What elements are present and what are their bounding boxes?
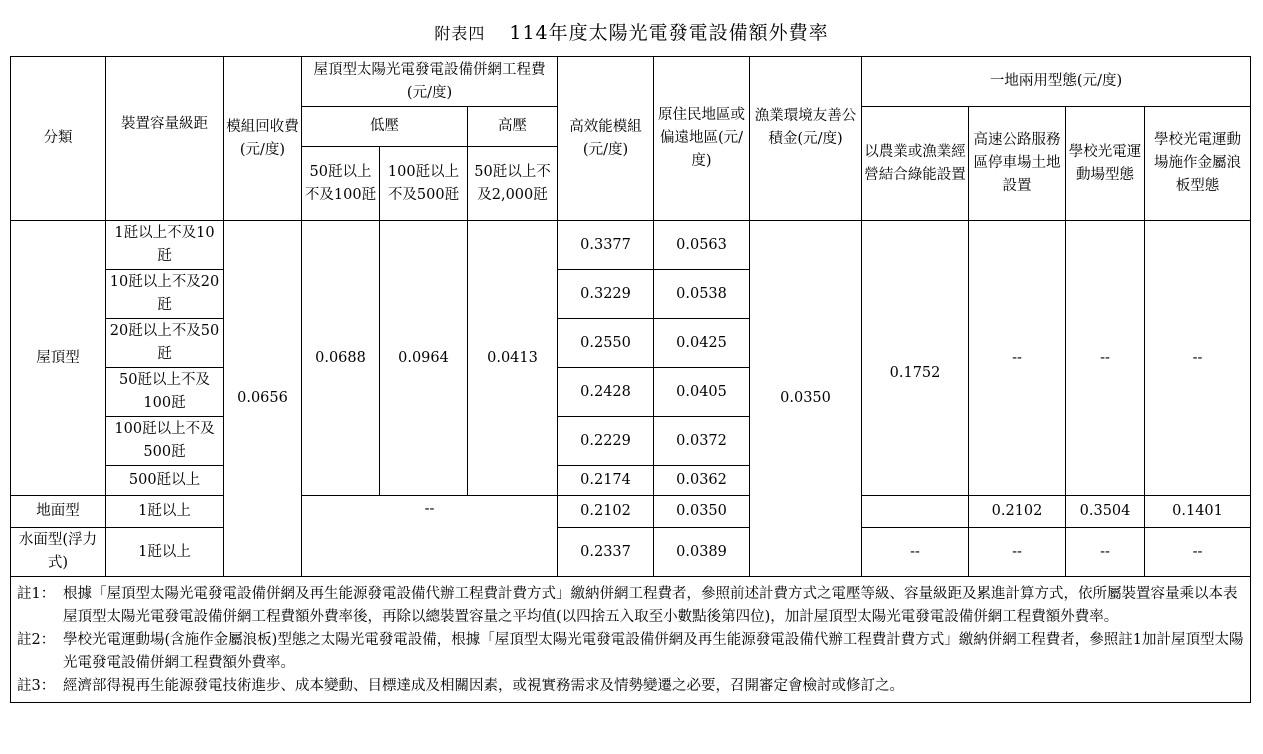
high-eff-value: 0.2428: [558, 368, 654, 417]
high-eff-value: 0.3229: [558, 270, 654, 319]
header-hv-50-2000: 50瓩以上不及2,000瓩: [468, 147, 558, 221]
indigenous-value: 0.0362: [654, 466, 750, 496]
fishery-fund-value: 0.0350: [750, 221, 862, 577]
appendix-label: 附表四: [434, 24, 486, 43]
school-dash: --: [1066, 528, 1145, 577]
highway-dash: --: [969, 528, 1066, 577]
indigenous-value: 0.0538: [654, 270, 750, 319]
header-lv-50-100: 50瓩以上不及100瓩: [302, 147, 380, 221]
note-label: 註1：: [17, 586, 56, 602]
school-dash: --: [1066, 221, 1145, 496]
header-high-voltage: 高壓: [468, 107, 558, 147]
header-low-voltage: 低壓: [302, 107, 468, 147]
highway-value: 0.2102: [969, 496, 1066, 528]
note-label: 註2：: [17, 632, 56, 648]
note-text: 經濟部得視再生能源發電技術進步、成本變動、目標達成及相關因素，或視實務需求及情勢變遷之必要，召開審定會檢討或修訂之。: [63, 678, 904, 694]
agri-value: 0.1752: [862, 221, 969, 496]
indigenous-value: 0.0372: [654, 417, 750, 466]
rate-table: [10, 56, 1251, 703]
school-corrugated-dash: --: [1145, 221, 1251, 496]
grid-fee-dash: --: [302, 496, 558, 577]
hv-value: 0.0413: [468, 221, 558, 496]
agri-empty: [862, 496, 969, 528]
school-value: 0.3504: [1066, 496, 1145, 528]
header-category: 分類: [11, 57, 106, 221]
module-recycle-value: 0.0656: [224, 221, 302, 577]
indigenous-value: 0.0405: [654, 368, 750, 417]
note-text: 學校光電運動場(含施作金屬浪板)型態之太陽光電發電設備，根據「屋頂型太陽光電發電設備併網及再生能源發電設備代辦工程費計費方式」繳納併網工程費者，參照註1加計屋頂型太陽光電發電設備併網工程費額外費率。: [63, 632, 1244, 671]
header-school: 學校光電運動場型態: [1066, 107, 1145, 221]
lv-100-500-value: 0.0964: [380, 221, 468, 496]
header-school-corrugated: 學校光電運動場施作金屬浪板型態: [1145, 107, 1251, 221]
highway-dash: --: [969, 221, 1066, 496]
capacity-cell: 100瓩以上不及500瓩: [106, 417, 224, 466]
header-rooftop-grid: 屋頂型太陽光電發電設備併網工程費(元/度): [302, 57, 558, 107]
note-1: [17, 583, 1244, 629]
high-eff-value: 0.2337: [558, 528, 654, 577]
notes-section: [11, 577, 1251, 703]
page-title: [0, 18, 1263, 45]
note-text: 根據「屋頂型太陽光電發電設備併網及再生能源發電設備代辦工程費計費方式」繳納併網工程費者，參照前述計費方式之電壓等級、容量級距及累進計算方式，依所屬裝置容量乘以本表屋頂型太陽光電發電設備併網工程費額外費率後，再除以總裝置容量之平均值(以四捨五入取至小數點後第四位)，加計屋頂型太陽光電發電設備併網工程費額外費率。: [63, 586, 1238, 625]
note-2: [17, 629, 1244, 675]
header-agri-fishery: 以農業或漁業經營結合綠能設置: [862, 107, 969, 221]
header-lv-100-500: 100瓩以上不及500瓩: [380, 147, 468, 221]
header-fishery-fund: 漁業環境友善公積金(元/度): [750, 57, 862, 221]
header-highway: 高速公路服務區停車場土地設置: [969, 107, 1066, 221]
capacity-cell: 500瓩以上: [106, 466, 224, 496]
header-module-recycle: 模組回收費(元/度): [224, 57, 302, 221]
category-water: 水面型(浮力式): [11, 528, 106, 577]
high-eff-value: 0.2174: [558, 466, 654, 496]
high-eff-value: 0.2102: [558, 496, 654, 528]
agri-dash: --: [862, 528, 969, 577]
indigenous-value: 0.0563: [654, 221, 750, 270]
header-high-efficiency: 高效能模組(元/度): [558, 57, 654, 221]
capacity-cell: 50瓩以上不及100瓩: [106, 368, 224, 417]
lv-50-100-value: 0.0688: [302, 221, 380, 496]
category-ground: 地面型: [11, 496, 106, 528]
school-corrugated-dash: --: [1145, 528, 1251, 577]
header-indigenous: 原住民地區或偏遠地區(元/度): [654, 57, 750, 221]
capacity-cell: 1瓩以上: [106, 496, 224, 528]
title-text: 114年度太陽光電發電設備額外費率: [509, 22, 829, 44]
high-eff-value: 0.2550: [558, 319, 654, 368]
header-capacity: 裝置容量級距: [106, 57, 224, 221]
high-eff-value: 0.2229: [558, 417, 654, 466]
indigenous-value: 0.0389: [654, 528, 750, 577]
category-rooftop: 屋頂型: [11, 221, 106, 496]
note-label: 註3：: [17, 678, 56, 694]
capacity-cell: 20瓩以上不及50瓩: [106, 319, 224, 368]
note-3: [17, 675, 1244, 698]
indigenous-value: 0.0350: [654, 496, 750, 528]
school-corrugated-value: 0.1401: [1145, 496, 1251, 528]
capacity-cell: 1瓩以上不及10瓩: [106, 221, 224, 270]
header-dual-use: 一地兩用型態(元/度): [862, 57, 1251, 107]
capacity-cell: 10瓩以上不及20瓩: [106, 270, 224, 319]
capacity-cell: 1瓩以上: [106, 528, 224, 577]
indigenous-value: 0.0425: [654, 319, 750, 368]
high-eff-value: 0.3377: [558, 221, 654, 270]
